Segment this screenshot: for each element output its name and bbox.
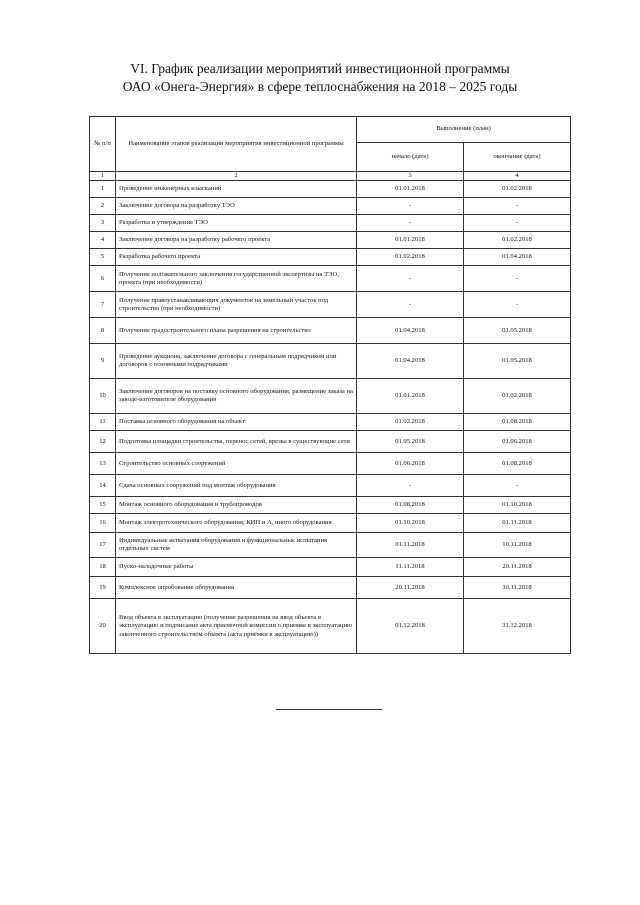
separator-line	[276, 709, 382, 710]
row-start-date: -	[357, 198, 464, 215]
row-start-date: 01.05.2018	[357, 431, 464, 453]
header-start-date: начало (дата)	[357, 143, 464, 172]
row-stage-name: Разработка рабочего проекта	[116, 249, 357, 266]
table-row	[90, 292, 571, 318]
row-start-date: -	[357, 475, 464, 497]
row-start-date: 01.01.2018	[357, 379, 464, 414]
table-row	[90, 344, 571, 379]
table-row	[90, 497, 571, 514]
table-row	[90, 558, 571, 577]
header-stage-name: Наименование этапов реализации мероприятия инвестиционной программы	[116, 117, 357, 172]
row-stage-name: Поставка основного оборудования на объект	[116, 414, 357, 431]
row-end-date: 10.11.2018	[464, 533, 571, 558]
row-number: 11	[90, 414, 116, 431]
table-row	[90, 431, 571, 453]
row-end-date: 01.04.2018	[464, 249, 571, 266]
row-end-date: -	[464, 215, 571, 232]
row-number: 14	[90, 475, 116, 497]
row-end-date: 01.08.2018	[464, 414, 571, 431]
row-stage-name: Разработка и утверждение ТЭО	[116, 215, 357, 232]
row-start-date: -	[357, 292, 464, 318]
row-stage-name: Ввод объекта в эксплуатацию (получение разрешения на ввод объекта в эксплуатацию и подписание акта приемочной комиссии о приемке в эксплуатацию законченного строительством объекта (акта приёмки в эксплуатацию))	[116, 599, 357, 654]
table-row	[90, 198, 571, 215]
row-number: 6	[90, 266, 116, 292]
index-cell: 3	[357, 172, 464, 181]
header-end-date: окончание (дата)	[464, 143, 571, 172]
row-number: 7	[90, 292, 116, 318]
index-cell: 2	[116, 172, 357, 181]
row-start-date: 01.12.2018	[357, 599, 464, 654]
row-end-date: 01.11.2018	[464, 514, 571, 533]
title-line-1: VI. График реализации мероприятий инвестиционной программы	[130, 61, 510, 76]
row-number: 4	[90, 232, 116, 249]
row-end-date: -	[464, 475, 571, 497]
row-stage-name: Получение положительного заключения государственной экспертизы на ТЭО, проекта (при необходимости)	[116, 266, 357, 292]
row-end-date: 31.12.2018	[464, 599, 571, 654]
row-number: 18	[90, 558, 116, 577]
row-stage-name: Заключение договоров на поставку основного оборудования, размещение заказа на заводе-изготовителе оборудования	[116, 379, 357, 414]
row-start-date: 01.02.2018	[357, 249, 464, 266]
row-stage-name: Проведение инженерных изысканий	[116, 181, 357, 198]
row-stage-name: Подготовка площадки строительства, перенос сетей, врезка в существующие сети	[116, 431, 357, 453]
row-start-date: 01.04.2018	[357, 344, 464, 379]
table-row	[90, 181, 571, 198]
row-number: 17	[90, 533, 116, 558]
title-line-2: ОАО «Онега-Энергия» в сфере теплоснабжения на 2018 – 2025 годы	[122, 79, 518, 94]
row-end-date: 20.11.2018	[464, 558, 571, 577]
row-end-date: 01.08.2018	[464, 453, 571, 475]
row-stage-name: Получение градостроительного плана разрешения на строительство	[116, 318, 357, 344]
row-number: 8	[90, 318, 116, 344]
row-stage-name: Строительство основных сооружений	[116, 453, 357, 475]
row-start-date: 01.06.2018	[357, 453, 464, 475]
row-stage-name: Монтаж электротехнического оборудования, КИП и А, иного оборудования	[116, 514, 357, 533]
header-plan-group: Выполнение (план)	[357, 117, 571, 143]
row-number: 19	[90, 577, 116, 599]
row-start-date: 01.01.2018	[357, 181, 464, 198]
row-number: 13	[90, 453, 116, 475]
row-end-date: 01.02.2018	[464, 181, 571, 198]
row-stage-name: Пуско-наладочные работы	[116, 558, 357, 577]
row-start-date: 01.10.2018	[357, 514, 464, 533]
row-end-date: 01.02.2018	[464, 379, 571, 414]
row-end-date: 01.05.2018	[464, 344, 571, 379]
row-stage-name: Получение правоустанавливающих документов на земельный участок под строительство (при необходимости)	[116, 292, 357, 318]
row-end-date: 30.11.2018	[464, 577, 571, 599]
row-number: 20	[90, 599, 116, 654]
table-row	[90, 453, 571, 475]
row-start-date: 01.11.2018	[357, 533, 464, 558]
row-stage-name: Проведение аукциона, заключение договора с генеральным подрядчиком или договоров с основными подрядчиками	[116, 344, 357, 379]
table-row	[90, 577, 571, 599]
row-stage-name: Комплексное опробование оборудования	[116, 577, 357, 599]
row-end-date: -	[464, 198, 571, 215]
row-number: 2	[90, 198, 116, 215]
table-row	[90, 514, 571, 533]
row-start-date: 01.01.2018	[357, 232, 464, 249]
row-start-date: 01.02.2018	[357, 414, 464, 431]
row-stage-name: Сдача основных сооружений под монтаж оборудования	[116, 475, 357, 497]
index-cell: 4	[464, 172, 571, 181]
row-end-date: 01.10.2018	[464, 497, 571, 514]
document-title	[0, 60, 640, 96]
table-row	[90, 475, 571, 497]
row-number: 1	[90, 181, 116, 198]
schedule-table	[89, 116, 571, 654]
row-end-date: 01.02.2018	[464, 232, 571, 249]
row-end-date: 01.06.2018	[464, 431, 571, 453]
row-start-date: 20.11.2018	[357, 577, 464, 599]
row-stage-name: Заключение договора на разработку ТЭО	[116, 198, 357, 215]
row-stage-name: Монтаж основного оборудования и трубопроводов	[116, 497, 357, 514]
row-start-date: 01.04.2018	[357, 318, 464, 344]
row-start-date: -	[357, 215, 464, 232]
row-stage-name: Заключение договора на разработку рабочего проекта	[116, 232, 357, 249]
row-number: 3	[90, 215, 116, 232]
row-end-date: 01.05.2018	[464, 318, 571, 344]
table-row	[90, 414, 571, 431]
row-start-date: 01.08.2018	[357, 497, 464, 514]
header-num: № п/п	[90, 117, 116, 172]
table-row	[90, 249, 571, 266]
index-cell: 1	[90, 172, 116, 181]
table-row	[90, 533, 571, 558]
row-stage-name: Индивидуальные испытания оборудования и функциональные испытания отдельных систем	[116, 533, 357, 558]
table-row	[90, 232, 571, 249]
row-end-date: -	[464, 292, 571, 318]
row-start-date: -	[357, 266, 464, 292]
table-row	[90, 318, 571, 344]
row-number: 15	[90, 497, 116, 514]
row-number: 12	[90, 431, 116, 453]
row-start-date: 11.11.2018	[357, 558, 464, 577]
row-end-date: -	[464, 266, 571, 292]
table-row	[90, 379, 571, 414]
row-number: 5	[90, 249, 116, 266]
row-number: 16	[90, 514, 116, 533]
table-row	[90, 215, 571, 232]
table-row	[90, 266, 571, 292]
row-number: 9	[90, 344, 116, 379]
table-row	[90, 599, 571, 654]
row-number: 10	[90, 379, 116, 414]
